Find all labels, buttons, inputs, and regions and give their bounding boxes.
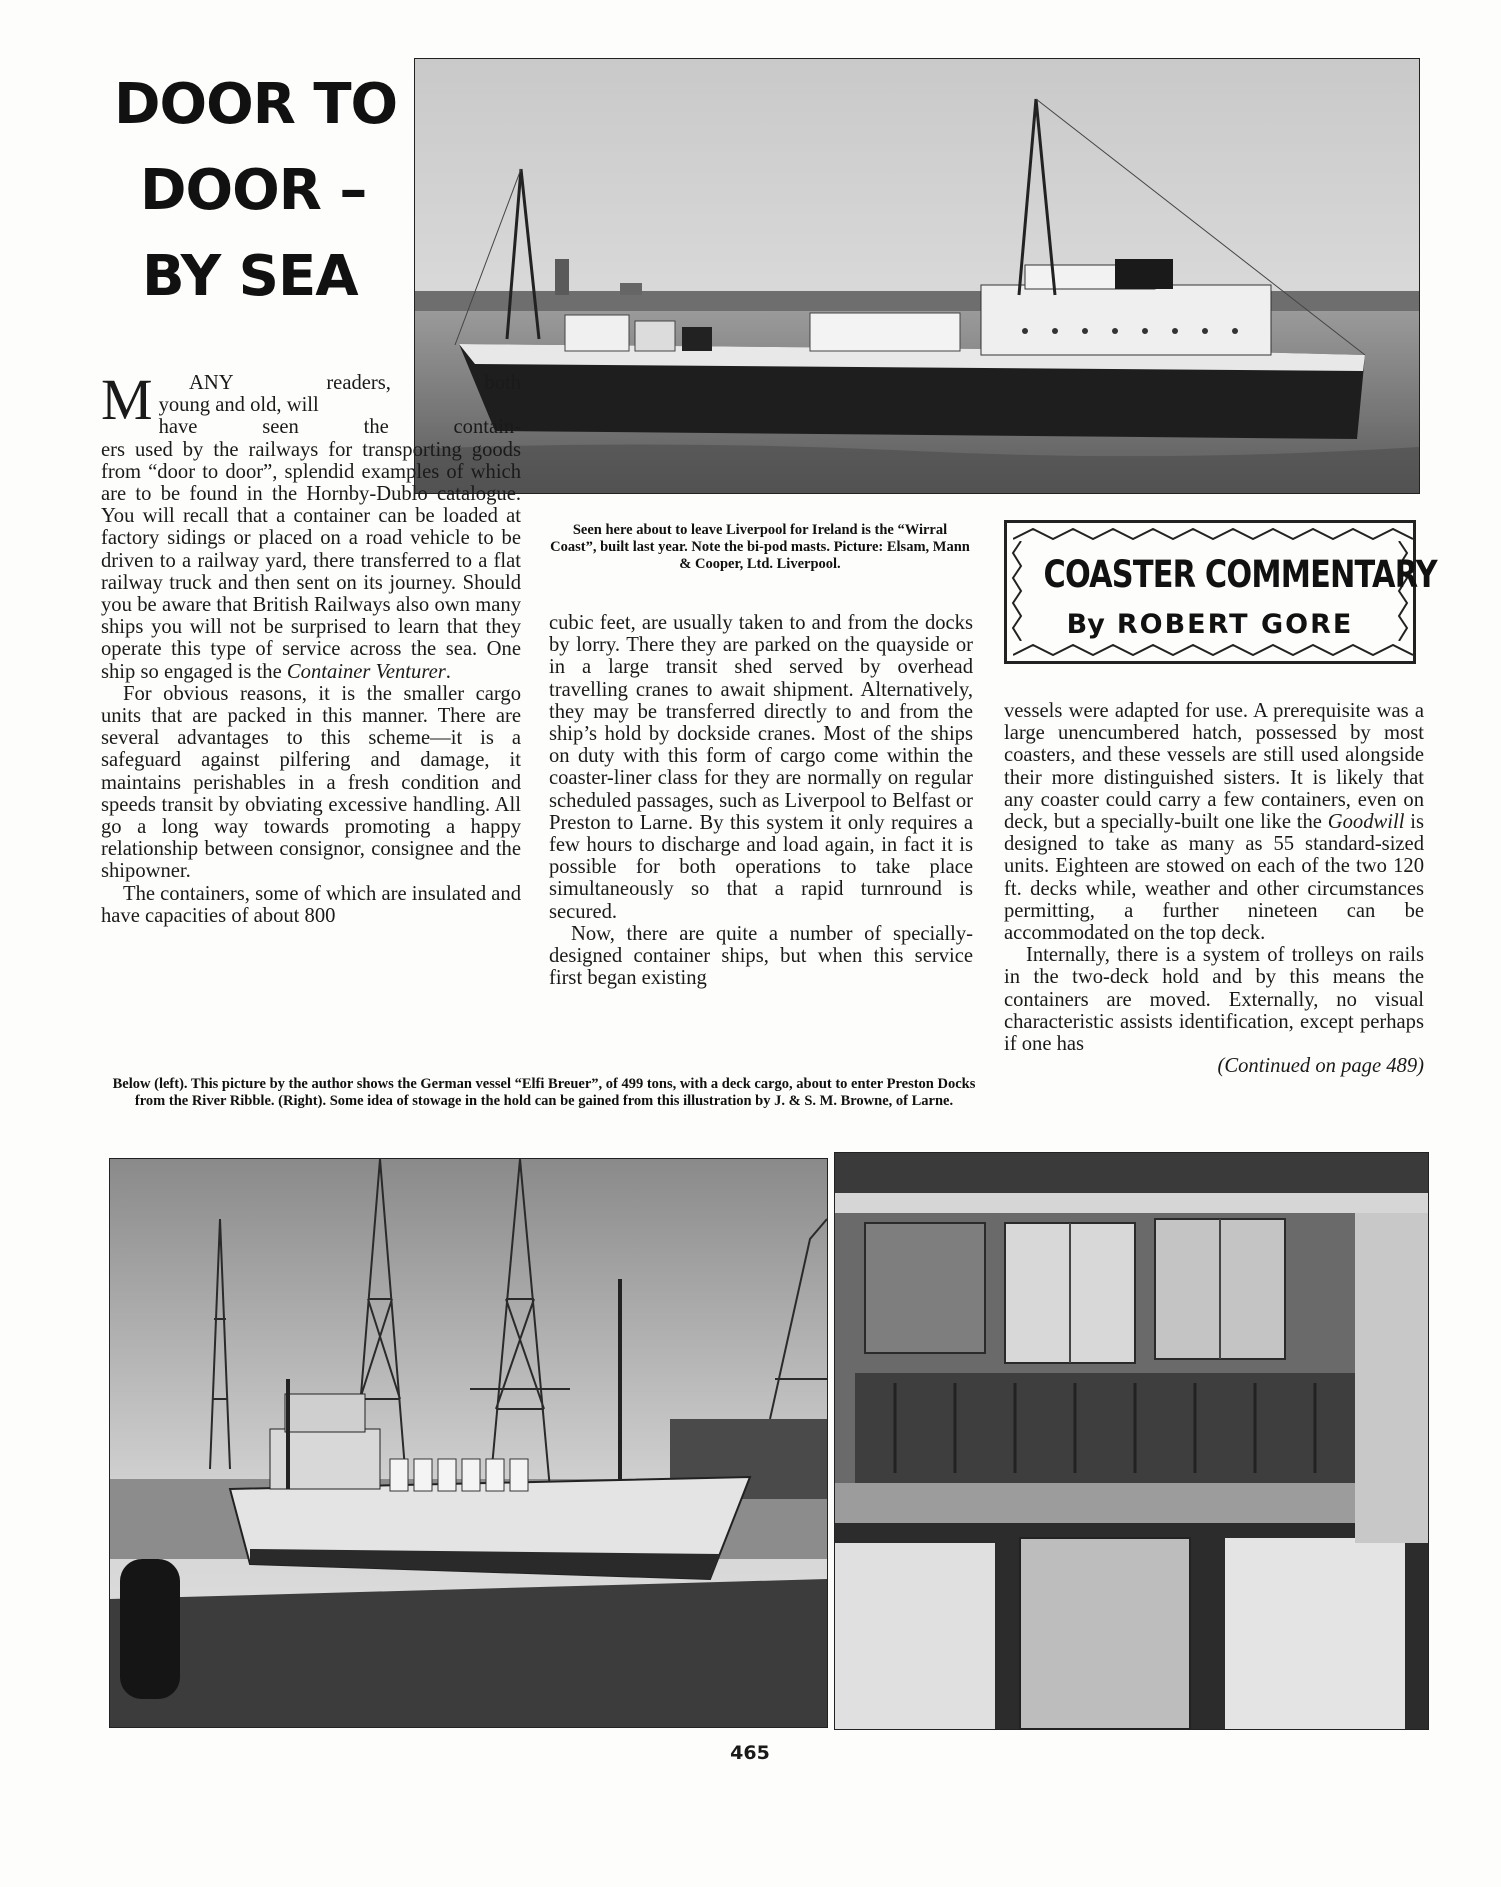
- para-start: vessels were adapted for use. A prerequisite was a large unencumbered hatch, possessed by most coasters, and these vessels are still used alongside their more distinguished sisters. It is likely that any coaster could carry a few containers, even on deck, but a specially-built one like the: [1004, 700, 1424, 834]
- article-headline: [112, 62, 412, 320]
- paragraph-container-ships: Now, there are quite a number of specially-designed container ships, but when this service first began existing: [549, 922, 973, 990]
- caption-top-photo: Seen here about to leave Liverpool for Ireland is the “Wirral Coast”, built last year. Note the bi-pod masts. Picture: Elsam, Mann & Cooper, Ltd. Liverpool.: [550, 522, 970, 572]
- border-pattern-top: [1013, 527, 1413, 541]
- article-column-1: [101, 367, 522, 927]
- headline-line-2: DOOR –: [140, 158, 367, 223]
- drop-cap: M: [101, 367, 153, 432]
- intro-line-a: ANY readers, both: [189, 372, 521, 394]
- ship-photo-elfi-breuer: [109, 1158, 828, 1728]
- border-pattern-bottom: [1013, 643, 1413, 657]
- intro-line-c: have seen the contain-: [158, 416, 521, 439]
- ship-photo-wirral-coast: [414, 58, 1420, 494]
- intro-line-b: young and old, will: [158, 394, 319, 417]
- caption-bottom-photos: Below (left). This picture by the author shows the German vessel “Elfi Breuer”, of 499 tons, with a deck cargo, about to enter Preston Docks from the River Ribble. (Right). Some idea of stowage in the hold can be gained from this illustration by J. & S. M. Browne, of Larne.: [112, 1076, 976, 1109]
- paragraph-advantages: For obvious reasons, it is the smaller cargo units that are packed in this manner. There are several advantages to this scheme—it is a safeguard against pilfering and damage, it maintains perishables in a fresh condition and speeds transit by obviating excessive handling. All go a long way towards promoting a happy relationship between consignor, consignee and the shipowner.: [101, 682, 521, 883]
- article-column-2: [549, 612, 973, 989]
- series-title: COASTER COMMENTARY: [1043, 553, 1437, 596]
- author-name: ROBERT GORE: [1116, 609, 1354, 640]
- continued-note: (Continued on page 489): [1217, 1055, 1424, 1078]
- paragraph-containers: The containers, some of which are insulated and have capacities of about 800: [101, 882, 522, 927]
- intro-end: .: [445, 660, 451, 683]
- ship-name-container-venturer: Container Venturer: [286, 660, 446, 683]
- headline-line-3: BY SEA: [142, 244, 358, 309]
- ship-name-goodwill: Goodwill: [1327, 811, 1405, 834]
- page-number: 465: [730, 1742, 770, 1764]
- byline: [1007, 609, 1413, 640]
- paragraph-trolleys: Internally, there is a system of trolleys on rails in the two-deck hold and by this means the containers are moved. Externally, no visual characteristic assists identification, except perhaps if one has: [1004, 944, 1424, 1056]
- byline-by: By: [1066, 609, 1105, 640]
- para-end: is designed to take as many as 55 standard-sized units. Eighteen are stowed on each of the two 120 ft. decks while, weather and other circumstances permitting, a further nineteen can be accommodated on the top deck.: [1004, 811, 1424, 945]
- headline-line-1: DOOR TO: [114, 72, 398, 137]
- paragraph-intro: [101, 367, 521, 683]
- article-column-3: [1004, 700, 1424, 1077]
- ship-hold-photo: [834, 1152, 1429, 1730]
- paragraph-lorry: cubic feet, are usually taken to and from the docks by lorry. There they are parked on the quayside or in a large transit shed served by overhead travelling cranes to await shipment. Alternatively, they may be transferred directly to and from the ship’s hold by dockside cranes. Most of the ships on duty with this form of cargo come within the coaster-liner class for they are normally on regular scheduled passages, such as Liverpool to Belfast or Preston to Larne. By this system it only requires a few hours to discharge and load again, in fact it is possible for both operations to take place simultaneously so that a rapid turnround is secured.: [549, 612, 973, 923]
- paragraph-adapted-vessels: [1004, 700, 1424, 944]
- series-title-box: [1004, 520, 1437, 664]
- intro-rest: ers used by the railways for transporting goods from “door to door”, splendid examples of which are to be found in the Hornby-Dublo catalogue. You will recall that a container can be loaded at factory sidings or placed on a road vehicle to be driven to a railway yard, there transferred to a flat railway truck and then sent on its journey. Should you be aware that British Railways also own many ships you will not be surprised to learn that they operate this type of service across the sea. One ship so engaged is the: [101, 438, 521, 683]
